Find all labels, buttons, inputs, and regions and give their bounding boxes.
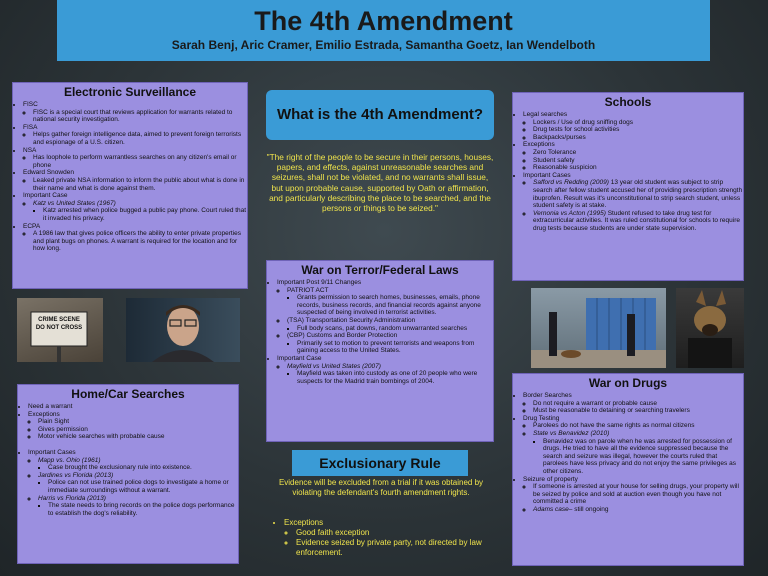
legal-lockers: Lockers / Use of drug sniffing dogs [533,118,633,126]
vernonia-desc: Student refused to take drug test for extracurricular activities. It was ruled constitutional for schools to require drug tests because students are under state supervision. [533,209,741,232]
fisa-desc: Helps gather foreign intelligence data, aimed to prevent foreign terrorists and espionage of a U.S. citizen. [33,131,242,146]
student-safety: Student safety [533,156,575,164]
border-no-warrant: Do not require a warrant or probable cause [533,399,657,407]
exclusionary-exceptions-label: Exceptions [284,518,324,527]
war-on-terror-panel [266,260,494,442]
reasonable-suspicion: Reasonable suspicion [533,164,597,172]
nsa-label: NSA [23,146,37,154]
harris-desc: The state needs to bring records on the police dogs performance to establish the dog's reliability. [48,502,235,517]
nsa-desc: Has loophole to perform warrantless searches on any citizen's email or phone [33,154,237,169]
ecpa-label: ECPA [23,222,41,230]
patriot-act: PATRIOT ACT [287,286,329,294]
benavidez-case: State vs Benavidez (2010) [533,429,610,437]
portrait-image [126,298,240,362]
hallway-image [531,288,666,368]
school-exceptions-label: Exceptions [523,141,555,149]
benavidez-desc: Benavidez was on parole when he was arrested for possession of drugs. He tried to have all the evidence suppressed because the search and seizure was illegal, however the courts ruled that parolees have less privacy and do not enjoy the same privileges as other citizens. [543,437,736,475]
mayfield-desc: Mayfield was taken into custody as one of 20 people who were suspects for the Madrid train bombings of 2004. [297,370,478,385]
poster-title: The 4th Amendment [254,6,513,36]
good-faith-exception: Good faith exception [296,528,370,537]
school-hallway-photo [531,288,666,368]
mayfield-case: Mayfield vs United States (2007) [287,362,381,370]
legal-searches-label: Legal searches [523,111,568,118]
legal-drug-tests: Drug tests for school activities [533,126,620,134]
katz-case: Katz vs United States (1967) [33,199,116,207]
tsa-desc: Full body scans, pat downs, random unwarranted searches [297,324,468,332]
crime-scene-photo [17,298,103,362]
exception-permission: Gives permission [38,425,88,433]
war-on-drugs-heading: War on Drugs [588,376,668,390]
poster-authors: Sarah Benj, Aric Cramer, Emilio Estrada, Samantha Goetz, Ian Wendelboth [171,38,596,52]
jardines-desc: Police can not use trained police dogs to investigate a home or immediate surroundings without a warrant. [48,479,229,494]
private-party-exception: Evidence seized by private party, not directed by law enforcement. [296,538,482,557]
police-dog-photo [676,288,744,368]
drug-testing-label: Drug Testing [523,414,560,422]
home-car-panel [17,384,239,564]
seizure-label: Seizure of property [523,475,578,483]
exclusionary-exceptions [274,518,494,558]
schools-panel [512,92,744,281]
vernonia-case: Vernonia vs Acton (1995) [533,209,606,217]
fisc-label: FISC [23,101,38,108]
katz-desc: Katz arrested when police bugged a public pay phone. Court ruled that it invaded his privacy. [43,207,247,222]
cbp-label: (CBP) Customs and Border Protection [287,332,398,340]
tsa-label: (TSA) Transportation Security Administration [287,316,416,324]
zero-tolerance: Zero Tolerance [533,148,577,156]
need-warrant: Need a warrant [28,403,73,410]
home-car-heading: Home/Car Searches [71,387,185,401]
crime-scene-sign-text: CRIME SCENE DO NOT CROSS [35,317,83,331]
terror-case-label: Important Case [277,354,322,362]
important-cases-label: Important Cases [28,448,76,456]
parolees-rights: Parolees do not have the same rights as normal citizens [533,422,695,430]
mapp-desc: Case brought the exclusionary rule into existence. [48,464,192,472]
mapp-case: Mapp vs. Ohio (1961) [38,456,101,464]
seizure-desc: If someone is arrested at your house for selling drugs, your property will be seized by police and sold at auction even though you have not committed a crime [533,483,739,506]
ecpa-desc: A 1986 law that gives police officers the ability to enter private properties and plant bugs on phones. A warrant is required for the location and for how long. [33,230,241,253]
patriot-desc: Grants permission to search homes, businesses, emails, phone records, business records, and financial records against anyone suspected of being involved in terrorist activities. [297,294,481,317]
border-searches-label: Border Searches [523,392,572,399]
exception-motor-vehicle: Motor vehicle searches with probable cause [38,433,165,441]
adams-case: Adams case [533,505,569,513]
harris-case: Harris vs Florida (2013) [38,494,106,502]
war-on-drugs-panel [512,373,744,566]
post-911-label: Important Post 9/11 Changes [277,279,362,286]
exception-plain-sight: Plain Sight [38,418,70,426]
dog-image [676,288,744,368]
border-reasonable: Must be reasonable to detaining or searching travelers [533,407,690,415]
adams-desc: – still ongoing [568,505,609,513]
fisa-label: FISA [23,123,38,131]
electronic-surveillance-panel [12,82,248,289]
exclusionary-rule-text: Evidence will be excluded from a trial if it was obtained by violating the defendant's fourth amendment rights. [278,478,484,497]
safford-case: Safford vs Redding (2009) [533,179,609,187]
amendment-quote: "The right of the people to be secure in their persons, houses, papers, and effects, against unreasonable searches and seizures, shall not be violated, and no warrants shall issue, but upon probable cause, supported by Oath or affirmation, and particularly describing the place to be searched, and the persons or things to be seized." [266,152,494,214]
school-cases-label: Important Cases [523,171,571,179]
snowden-label: Edward Snowden [23,169,74,177]
war-on-terror-heading: War on Terror/Federal Laws [301,263,459,277]
title-banner [57,0,710,61]
what-is-heading: What is the 4th Amendment? [266,90,494,140]
snowden-photo [126,298,240,362]
safford-desc: 13 year old student was subject to strip search after fellow student accused her of providing prescription strength ibuprofen. Result was it's unconstitutional to strip search student, unless student safety is at stake. [533,179,743,210]
fisc-desc: FISC is a special court that reviews application for warrants related to national security investigation. [33,108,233,124]
snowden-desc: Leaked private NSA information to inform the public about what is done in their name and what is done against them. [33,176,245,192]
exceptions-label: Exceptions [28,410,60,418]
electronic-surveillance-heading: Electronic Surveillance [63,85,197,99]
important-case-label: Important Case [23,192,68,200]
exclusionary-rule-heading: Exclusionary Rule [292,450,468,476]
jardines-case: Jardines vs Florida (2013) [38,471,114,479]
legal-backpacks: Backpacks/purses [533,133,586,141]
schools-heading: Schools [604,95,652,109]
cbp-desc: Primarily set to motion to prevent terrorists and weapons from gaining access to the United States. [297,339,475,355]
